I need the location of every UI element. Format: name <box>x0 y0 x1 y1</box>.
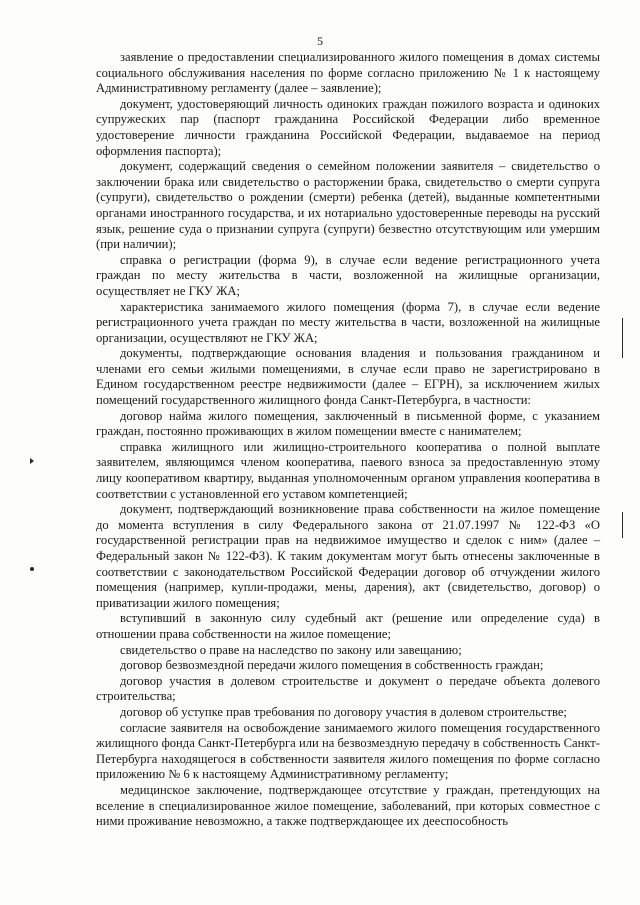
document-body <box>96 50 600 830</box>
page-number: 5 <box>317 34 323 48</box>
paragraph-5: характеристика занимаемого жилого помещения (форма 7), в случае если ведение регистрационного учета граждан по месту жительства в части, возложенной на жилищные организации, осуществляют не ГКУ ЖА; <box>96 299 600 345</box>
scan-margin-mark <box>622 318 623 358</box>
paragraph-8: справка жилищного или жилищно-строительного кооператива о полной выплате заявителем, являющимся членом кооператива, паевого взноса за предоставленную этому лицу кооперативом квартиру, выданная уполномоченным органом управления кооператива в соответствии с установленной его уставом компетенцией; <box>96 439 600 501</box>
paragraph-9: документ, подтверждающий возникновение права собственности на жилое помещение до момента вступления в силу Федерального закона от 21.07.1997 № 122-ФЗ «О государственной регистрации прав на недвижимое имущество и сделок с ним» (далее – Федеральный закон № 122-ФЗ). К таким документам могут быть отнесены заключенные в соответствии с законодательством Российской Федерации договор об отчуждении жилого помещения (например, купли-продажи, мены, дарения), акт (свидетельство, договор) о приватизации жилого помещения; <box>96 502 600 610</box>
paragraph-13: договор участия в долевом строительстве и документ о передаче объекта долевого строительства; <box>96 673 600 704</box>
scan-dot-mark <box>30 567 34 571</box>
paragraph-12: договор безвозмездной передачи жилого помещения в собственность граждан; <box>120 658 544 673</box>
paragraph-10: вступивший в законную силу судебный акт (решение или определение суда) в отношении права собственности на жилое помещение; <box>96 611 600 641</box>
paragraph-2: документ, удостоверяющий личность одиноких граждан пожилого возраста и одиноких супружеских пар (паспорт гражданина Российской Федерации либо временное удостоверение личности гражданина Российской Федерации, выдаваемое на период оформления паспорта); <box>96 96 600 158</box>
paragraph-15: согласие заявителя на освобождение занимаемого жилого помещения государственного жилищного фонда Санкт-Петербурга или на безвозмездную передачу в собственность Санкт-Петербурга находящегося в собственности заявителя жилого помещения по форме согласно приложению № 6 к настоящему Административному регламенту; <box>96 720 600 782</box>
paragraph-11: свидетельство о праве на наследство по закону или завещанию; <box>120 642 462 657</box>
paragraph-4: справка о регистрации (форма 9), в случае если ведение регистрационного учета граждан по месту жительства в части, возложенной на жилищные организации, осуществляет не ГКУ ЖА; <box>96 252 600 298</box>
scan-arrow-mark <box>30 458 34 464</box>
paragraph-7: договор найма жилого помещения, заключенный в письменной форме, с указанием граждан, постоянно проживающих в жилом помещении вместе с нанимателем; <box>96 408 600 439</box>
paragraph-1: заявление о предоставлении специализированного жилого помещения в домах системы социального обслуживания населения по форме согласно приложению № 1 к настоящему Административному регламенту (далее – заявление); <box>96 50 600 96</box>
paragraph-16: медицинское заключение, подтверждающее отсутствие у граждан, претендующих на вселение в специализированное жилое помещение, заболеваний, при которых совместное с ними проживание невозможно, а также подтверждающее их дееспособность <box>96 782 600 829</box>
paragraph-3: документ, содержащий сведения о семейном положении заявителя – свидетельство о заключении брака или свидетельство о расторжении брака, свидетельство о смерти супруга (супруги), свидетельство о рождении (смерти) ребенка (детей), выданные компетентными органами иностранного государства, и их нотариально удостоверенные переводы на русский язык, решение суда о признании супруга (супруги) безвестно отсутствующим или умершим (при наличии); <box>96 159 600 252</box>
paragraph-14: договор об уступке прав требования по договору участия в долевом строительстве; <box>120 704 567 719</box>
scan-margin-mark <box>622 512 623 538</box>
paragraph-6: документы, подтверждающие основания владения и пользования гражданином и членами его семьи жилыми помещениями, в случае если право не зарегистрировано в Едином государственном реестре недвижимости (далее – ЕГРН), за исключением жилых помещений государственного жилищного фонда Санкт-Петербурга, в частности: <box>96 346 600 408</box>
